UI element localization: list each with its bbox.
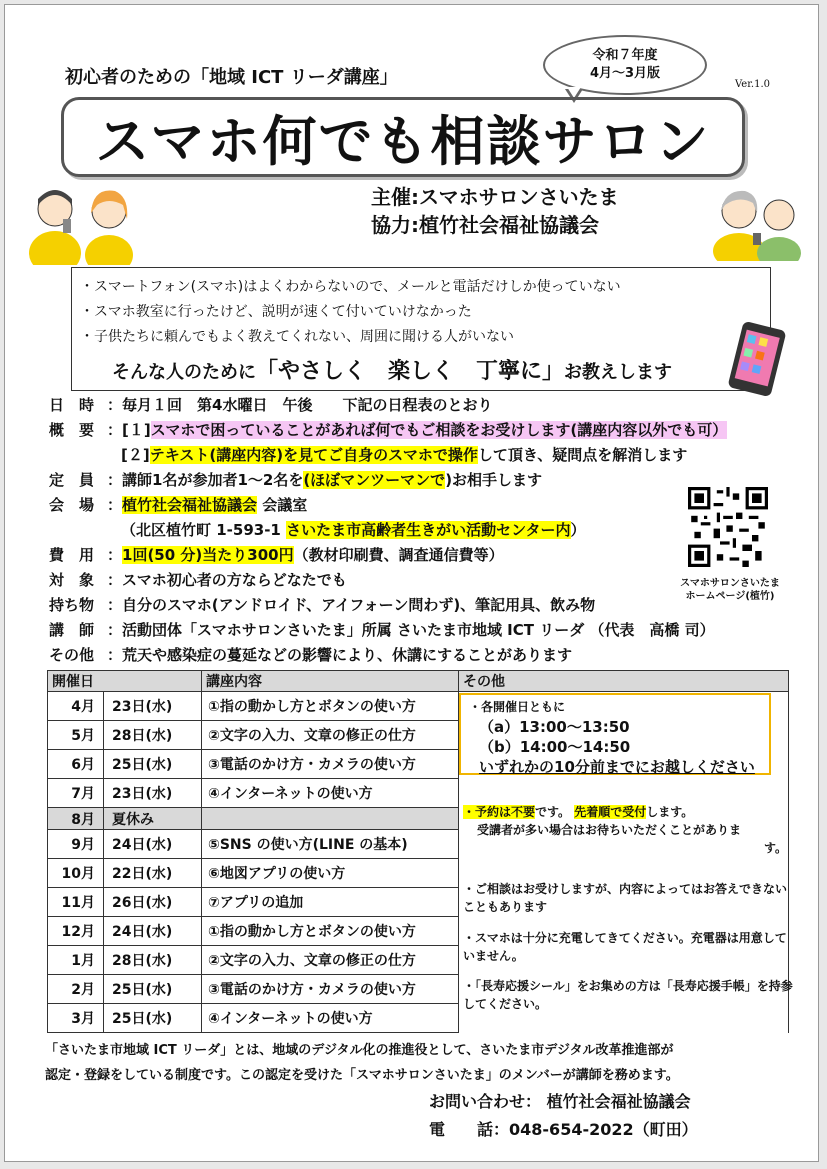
row-month: 9月 bbox=[48, 830, 104, 859]
edition-year: 令和７年度 bbox=[592, 48, 658, 63]
contact-label: お問い合わせ： bbox=[429, 1092, 542, 1111]
phone-label: 電 話 bbox=[429, 1120, 494, 1139]
tagline bbox=[112, 354, 672, 385]
row-day: 28日(水) bbox=[104, 946, 202, 975]
header-date: 開催日 bbox=[48, 671, 202, 692]
young-people-illustration bbox=[23, 175, 141, 265]
contact-line bbox=[429, 1089, 691, 1112]
items-label: 持ち物 bbox=[49, 596, 95, 614]
notice-line-4: いずれかの10分前までにお越しください bbox=[479, 758, 755, 776]
summary-2-rest: して頂き、疑問点を解消します bbox=[477, 446, 688, 464]
row-content: ①指の動かし方とボタンの使い方 bbox=[202, 917, 459, 946]
row-content bbox=[202, 808, 459, 830]
info-summary-2 bbox=[121, 445, 687, 466]
info-summary: 概 要 ：[１]スマホで困っていることがあれば何でもご相談をお受けします(講座内容以外でも可） bbox=[49, 421, 728, 439]
session-times-box bbox=[459, 693, 771, 775]
smartphone-icon bbox=[727, 321, 789, 399]
qr-code[interactable] bbox=[688, 487, 768, 567]
row-day: 28日(水) bbox=[104, 721, 202, 750]
lecturer-label: 講 師 bbox=[49, 621, 95, 639]
title-banner bbox=[61, 97, 745, 177]
person-right-body bbox=[85, 235, 133, 265]
summary-2-highlight: テキスト(講座内容)を見てご自身のスマホで操作 bbox=[149, 446, 478, 464]
fee-label: 費 用 bbox=[49, 546, 95, 564]
venue-center: さいたま市高齢者生きがい活動センター内 bbox=[286, 521, 571, 539]
fee-highlight: 1回(50 分)当たり300円 bbox=[122, 546, 294, 564]
info-capacity: 定 員 ：講師1名が参加者1～2名を(ほぼマンツーマンで)お相手します bbox=[49, 471, 543, 489]
row-day: 26日(水) bbox=[104, 888, 202, 917]
info-lecturer: 講 師 ：活動団体「スマホサロンさいたま」所属 さいたま市地域 ICT リーダ （代表 高橋 司） bbox=[49, 621, 715, 639]
row-month: 12月 bbox=[48, 917, 104, 946]
capacity-pre: 講師1名が参加者1～2名を bbox=[122, 471, 304, 489]
row-day: 23日(水) bbox=[104, 692, 202, 721]
row-content: ⑥地図アプリの使い方 bbox=[202, 859, 459, 888]
row-content: ④インターネットの使い方 bbox=[202, 1004, 459, 1033]
row-day: 23日(水) bbox=[104, 779, 202, 808]
info-venue-address bbox=[121, 520, 586, 541]
info-target: 対 象 ：スマホ初心者の方ならどなたでも bbox=[49, 571, 347, 589]
row-day: 24日(水) bbox=[104, 830, 202, 859]
info-fee: 費 用 ：1回(50 分)当たり300円（教材印刷費、調査通信費等） bbox=[49, 546, 504, 564]
note-reservation-d: します。 bbox=[646, 805, 694, 819]
lecturer-value: 活動団体「スマホサロンさいたま」所属 さいたま市地域 ICT リーダ （代表 高橋 司） bbox=[122, 621, 715, 639]
row-day: 25日(水) bbox=[104, 750, 202, 779]
info-venue: 会 場 ：植竹社会福祉協議会 会議室 bbox=[49, 496, 308, 514]
tagline-prefix: そんな人のために bbox=[112, 362, 256, 383]
summary-1-number: [１] bbox=[122, 421, 151, 439]
capacity-post: )お相手します bbox=[445, 471, 543, 489]
elder-man-body bbox=[757, 237, 801, 261]
row-month: 7月 bbox=[48, 779, 104, 808]
capacity-highlight: (ほぼマンツーマンで bbox=[303, 471, 446, 489]
row-month: 3月 bbox=[48, 1004, 104, 1033]
venue-address: （北区植竹町 1-593-1 bbox=[121, 521, 281, 539]
host-organizer: 主催:スマホサロンさいたま bbox=[371, 185, 619, 209]
row-month: 5月 bbox=[48, 721, 104, 750]
note-charging: ・スマホは十分に充電してきてください。充電器は用意していません。 bbox=[463, 931, 787, 963]
header-content: 講座内容 bbox=[202, 671, 459, 692]
venue-label: 会 場 bbox=[49, 496, 95, 514]
row-content: ④インターネットの使い方 bbox=[202, 779, 459, 808]
note-reservation-f: す。 bbox=[763, 841, 787, 855]
note-consultation: ・ご相談はお受けしますが、内容によってはお答えできないこともあります bbox=[463, 882, 788, 914]
note-reservation bbox=[463, 803, 793, 857]
tagline-main: 「やさしく 楽しく 丁寧に」 bbox=[256, 359, 565, 384]
row-day: 夏休み bbox=[104, 808, 202, 830]
row-content: ②文字の入力、文章の修正の仕方 bbox=[202, 946, 459, 975]
row-month: 6月 bbox=[48, 750, 104, 779]
venue-room: 会議室 bbox=[257, 496, 308, 514]
info-items: 持ち物 ：自分のスマホ(アンドロイド、アイフォーン問わず)、筆記用具、飲み物 bbox=[49, 596, 596, 614]
note-reservation-e: 受講者が多い場合はお待ちいただくことがありま bbox=[477, 823, 742, 837]
cooperating-organization: 協力:植竹社会福祉協議会 bbox=[371, 213, 599, 237]
capacity-label: 定 員 bbox=[49, 471, 95, 489]
summary-label: 概 要 bbox=[49, 421, 95, 439]
notice-line-3: （b）14:00～14:50 bbox=[479, 738, 631, 756]
phone-value[interactable]: ：048-654-2022（町田） bbox=[493, 1120, 698, 1139]
venue-name: 植竹社会福祉協議会 bbox=[122, 496, 258, 514]
date-label: 日 時 bbox=[49, 396, 95, 414]
fee-rest: （教材印刷費、調査通信費等） bbox=[293, 546, 504, 564]
qr-caption bbox=[675, 577, 785, 603]
schedule-header-row bbox=[48, 671, 789, 692]
row-day: 25日(水) bbox=[104, 1004, 202, 1033]
date-value: 毎月１回 第4水曜日 午後 下記の日程表のとおり bbox=[122, 396, 493, 414]
target-label: 対 象 bbox=[49, 571, 95, 589]
row-month: 11月 bbox=[48, 888, 104, 917]
person-left-body bbox=[29, 231, 81, 265]
other-label: その他 bbox=[49, 646, 95, 664]
row-month: 10月 bbox=[48, 859, 104, 888]
other-value: 荒天や感染症の蔓延などの影響により、休講にすることがあります bbox=[122, 646, 573, 664]
target-value: スマホ初心者の方ならどなたでも bbox=[122, 571, 347, 589]
phone-elder-icon bbox=[753, 233, 761, 245]
items-value: 自分のスマホ(アンドロイド、アイフォーン問わず)、筆記用具、飲み物 bbox=[122, 596, 596, 614]
row-month: 1月 bbox=[48, 946, 104, 975]
elderly-couple-illustration bbox=[705, 181, 805, 261]
phone-line bbox=[429, 1117, 698, 1140]
concern-item: ・子供たちに頼んでもよく教えてくれない、周囲に聞ける人がいない bbox=[80, 329, 514, 345]
flyer-page bbox=[4, 4, 819, 1162]
contact-value: 植竹社会福祉協議会 bbox=[546, 1092, 691, 1111]
row-day: 22日(水) bbox=[104, 859, 202, 888]
footer-line-1: 「さいたま市地域 ICT リーダ」とは、地域のデジタル化の推進役として、さいたま市デジタル改革推進部が bbox=[45, 1043, 674, 1058]
row-content: ⑦アプリの追加 bbox=[202, 888, 459, 917]
note-sticker: ・「長寿応援シール」をお集めの方は「長寿応援手帳」を持参してください。 bbox=[463, 979, 793, 1011]
footer-line-2: 認定・登録をしている制度です。この認定を受けた「スマホサロンさいたま」のメンバーが講師を務めます。 bbox=[45, 1068, 679, 1083]
edition-period: 4月～3月版 bbox=[589, 66, 661, 81]
version-label: Ver.1.0 bbox=[735, 79, 770, 90]
row-content: ①指の動かし方とボタンの使い方 bbox=[202, 692, 459, 721]
elder-man-head bbox=[764, 200, 794, 230]
notice-line-1: ・各開催日ともに bbox=[469, 700, 566, 714]
row-content: ②文字の入力、文章の修正の仕方 bbox=[202, 721, 459, 750]
concerns-box bbox=[71, 267, 771, 391]
notice-line-2: （a）13:00～13:50 bbox=[479, 718, 630, 736]
note-reservation-a: ・予約は不要 bbox=[463, 805, 536, 819]
concern-item: ・スマホ教室に行ったけど、説明が速くて付いていけなかった bbox=[80, 304, 472, 320]
summary-1-text: スマホで困っていることがあれば何でもご相談をお受けします(講座内容以外でも可） bbox=[150, 421, 728, 439]
row-content: ⑤SNS の使い方(LINE の基本) bbox=[202, 830, 459, 859]
tagline-suffix: お教えします bbox=[564, 362, 673, 383]
row-content: ③電話のかけ方・カメラの使い方 bbox=[202, 750, 459, 779]
phone-left-icon bbox=[63, 219, 71, 233]
row-content: ③電話のかけ方・カメラの使い方 bbox=[202, 975, 459, 1004]
info-other: その他 ：荒天や感染症の蔓延などの影響により、休講にすることがあります bbox=[49, 646, 573, 664]
course-subtitle: 初心者のための「地域 ICT リーダ講座」 bbox=[65, 67, 398, 88]
row-month: 8月 bbox=[48, 808, 104, 830]
venue-close: ） bbox=[570, 521, 586, 539]
row-month: 4月 bbox=[48, 692, 104, 721]
summary-2-number: [２] bbox=[121, 446, 150, 464]
qr-caption-line1: スマホサロンさいたま bbox=[680, 578, 780, 589]
note-reservation-c: 先着順で受付 bbox=[574, 805, 647, 819]
qr-caption-line2: ホームページ(植竹) bbox=[685, 591, 775, 602]
edition-bubble bbox=[543, 35, 707, 95]
row-day: 24日(水) bbox=[104, 917, 202, 946]
info-date: 日 時 ：毎月１回 第4水曜日 午後 下記の日程表のとおり bbox=[49, 396, 493, 414]
concern-item: ・スマートフォン(スマホ)はよくわからないので、メールと電話だけしか使っていない bbox=[80, 279, 621, 295]
header-other: その他 bbox=[459, 671, 789, 692]
row-month: 2月 bbox=[48, 975, 104, 1004]
row-day: 25日(水) bbox=[104, 975, 202, 1004]
note-reservation-b: です。 bbox=[535, 805, 571, 819]
page-title: スマホ何でも相談サロン bbox=[95, 109, 711, 173]
